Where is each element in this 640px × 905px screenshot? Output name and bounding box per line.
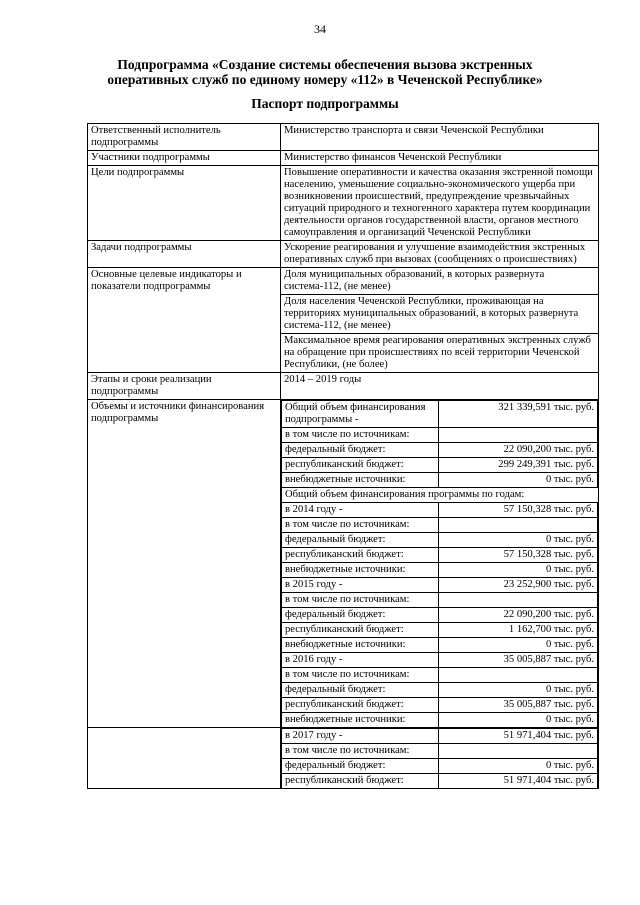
fin-key: республиканский бюджет: bbox=[282, 548, 439, 563]
fin-value: 0 тыс. руб. bbox=[439, 473, 598, 488]
fin-key: федеральный бюджет: bbox=[282, 683, 439, 698]
fin-row bbox=[282, 593, 598, 608]
fin-key: в том числе по источникам: bbox=[282, 593, 439, 608]
page-number: 34 bbox=[314, 22, 326, 36]
row-financing-cont bbox=[88, 728, 599, 789]
fin-value: 0 тыс. руб. bbox=[439, 533, 598, 548]
fin-key: в том числе по источникам: bbox=[282, 744, 439, 759]
value-tasks: Ускорение реагирования и улучшение взаимодействия экстренных оперативных служб при вызовах (сообщениях о происшествиях) bbox=[281, 241, 599, 268]
row-indicators bbox=[88, 268, 599, 295]
fin-key: внебюджетные источники: bbox=[282, 473, 439, 488]
fin-value: 51 971,404 тыс. руб. bbox=[439, 774, 598, 789]
financing-cell bbox=[281, 400, 599, 728]
fin-key: в 2016 году - bbox=[282, 653, 439, 668]
fin-key: федеральный бюджет: bbox=[282, 608, 439, 623]
subprogram-title bbox=[70, 57, 580, 87]
fin-row bbox=[282, 683, 598, 698]
label-responsible: Ответственный исполнитель подпрограммы bbox=[88, 124, 281, 151]
passport-heading: Паспорт подпрограммы bbox=[251, 96, 399, 111]
label-tasks: Задачи подпрограммы bbox=[88, 241, 281, 268]
title-line-1: Подпрограмма «Создание системы обеспечения вызова экстренных bbox=[117, 57, 533, 72]
fin-value: 299 249,391 тыс. руб. bbox=[439, 458, 598, 473]
label-financing-cont bbox=[88, 728, 281, 789]
passport-table bbox=[87, 123, 599, 789]
fin-row bbox=[282, 443, 598, 458]
fin-row bbox=[282, 563, 598, 578]
fin-value: 57 150,328 тыс. руб. bbox=[439, 548, 598, 563]
fin-value: 51 971,404 тыс. руб. bbox=[439, 729, 598, 744]
row-financing bbox=[88, 400, 599, 728]
fin-key: внебюджетные источники: bbox=[282, 563, 439, 578]
fin-row bbox=[282, 698, 598, 713]
fin-value: 0 тыс. руб. bbox=[439, 638, 598, 653]
fin-value: 22 090,200 тыс. руб. bbox=[439, 608, 598, 623]
fin-value bbox=[439, 428, 598, 443]
fin-value: 0 тыс. руб. bbox=[439, 683, 598, 698]
fin-row bbox=[282, 578, 598, 593]
fin-value: 35 005,887 тыс. руб. bbox=[439, 698, 598, 713]
fin-row bbox=[282, 548, 598, 563]
value-stages: 2014 – 2019 годы bbox=[281, 373, 599, 400]
fin-row bbox=[282, 638, 598, 653]
title-line-2: оперативных служб по единому номеру «112» в Чеченской Республике» bbox=[107, 72, 543, 87]
fin-by-years: Общий объем финансирования программы по годам: bbox=[282, 488, 598, 503]
fin-row bbox=[282, 623, 598, 638]
fin-value: 57 150,328 тыс. руб. bbox=[439, 503, 598, 518]
fin-value bbox=[439, 593, 598, 608]
fin-row bbox=[282, 774, 598, 789]
value-goals: Повышение оперативности и качества оказания экстренной помощи населению, уменьшение социально-экономического ущерба при возникновении происшествий, предупреждение чрезвычайных ситуаций природного и техногенного характера путем координации деятельности органов государственной власти, органов местного самоуправления и организаций Чеченской Республики bbox=[281, 166, 599, 241]
fin-key: республиканский бюджет: bbox=[282, 458, 439, 473]
fin-key: в 2017 году - bbox=[282, 729, 439, 744]
row-stages bbox=[88, 373, 599, 400]
label-financing: Объемы и источники финансирования подпрограммы bbox=[88, 400, 281, 728]
fin-key: в 2014 году - bbox=[282, 503, 439, 518]
fin-value: 35 005,887 тыс. руб. bbox=[439, 653, 598, 668]
fin-key: федеральный бюджет: bbox=[282, 759, 439, 774]
fin-row bbox=[282, 428, 598, 443]
fin-row bbox=[282, 759, 598, 774]
fin-row bbox=[282, 503, 598, 518]
fin-row bbox=[282, 608, 598, 623]
fin-value: 0 тыс. руб. bbox=[439, 759, 598, 774]
fin-key: в том числе по источникам: bbox=[282, 428, 439, 443]
fin-value: 0 тыс. руб. bbox=[439, 563, 598, 578]
financing-table-cont bbox=[281, 728, 598, 788]
fin-value: 321 339,591 тыс. руб. bbox=[439, 401, 598, 428]
fin-key: федеральный бюджет: bbox=[282, 443, 439, 458]
indicator-item: Максимальное время реагирования оперативных экстренных служб на обращение при происшествиях по всей территории Чеченской Республики, (не более) bbox=[281, 334, 599, 373]
fin-key: в 2015 году - bbox=[282, 578, 439, 593]
fin-key: в том числе по источникам: bbox=[282, 668, 439, 683]
fin-row bbox=[282, 729, 598, 744]
financing-table bbox=[281, 400, 598, 727]
row-goals bbox=[88, 166, 599, 241]
fin-key: в том числе по источникам: bbox=[282, 518, 439, 533]
indicator-item: Доля муниципальных образований, в которых развернута система-112, (не менее) bbox=[281, 268, 599, 295]
fin-row bbox=[282, 744, 598, 759]
financing-cell-cont bbox=[281, 728, 599, 789]
fin-row bbox=[282, 473, 598, 488]
label-indicators: Основные целевые индикаторы и показатели подпрограммы bbox=[88, 268, 281, 373]
fin-value: 23 252,900 тыс. руб. bbox=[439, 578, 598, 593]
row-tasks bbox=[88, 241, 599, 268]
label-stages: Этапы и сроки реализации подпрограммы bbox=[88, 373, 281, 400]
fin-row bbox=[282, 488, 598, 503]
indicator-item: Доля населения Чеченской Республики, проживающая на территориях муниципальных образований, в которых развернута система-112, (не менее) bbox=[281, 295, 599, 334]
fin-key: внебюджетные источники: bbox=[282, 638, 439, 653]
fin-value: 22 090,200 тыс. руб. bbox=[439, 443, 598, 458]
value-participants: Министерство финансов Чеченской Республики bbox=[281, 151, 599, 166]
fin-key: Общий объем финансирования подпрограммы - bbox=[282, 401, 439, 428]
value-responsible: Министерство транспорта и связи Чеченской Республики bbox=[281, 124, 599, 151]
fin-key: республиканский бюджет: bbox=[282, 623, 439, 638]
fin-key: федеральный бюджет: bbox=[282, 533, 439, 548]
fin-value: 0 тыс. руб. bbox=[439, 713, 598, 728]
fin-row bbox=[282, 668, 598, 683]
fin-row bbox=[282, 401, 598, 428]
fin-key: республиканский бюджет: bbox=[282, 698, 439, 713]
fin-value bbox=[439, 744, 598, 759]
fin-value bbox=[439, 518, 598, 533]
fin-row bbox=[282, 653, 598, 668]
fin-value: 1 162,700 тыс. руб. bbox=[439, 623, 598, 638]
fin-value bbox=[439, 668, 598, 683]
fin-row bbox=[282, 533, 598, 548]
fin-row bbox=[282, 518, 598, 533]
row-responsible bbox=[88, 124, 599, 151]
fin-key: внебюджетные источники: bbox=[282, 713, 439, 728]
row-participants bbox=[88, 151, 599, 166]
fin-row bbox=[282, 713, 598, 728]
fin-key: республиканский бюджет: bbox=[282, 774, 439, 789]
fin-row bbox=[282, 458, 598, 473]
label-goals: Цели подпрограммы bbox=[88, 166, 281, 241]
label-participants: Участники подпрограммы bbox=[88, 151, 281, 166]
